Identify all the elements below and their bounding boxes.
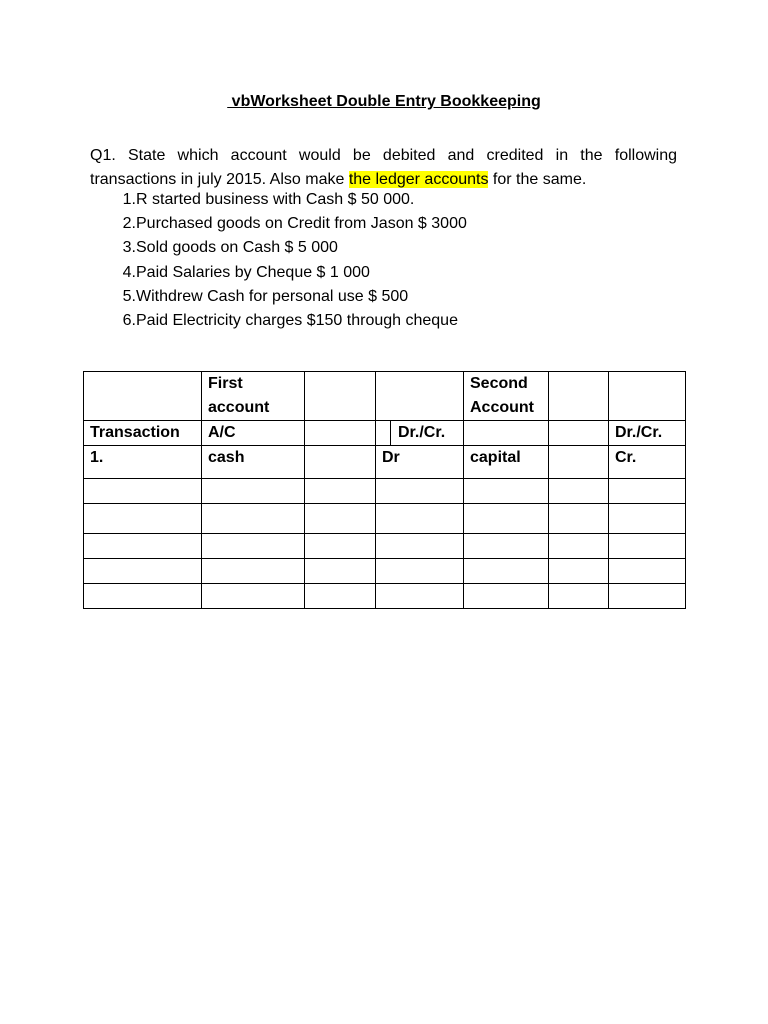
list-item <box>90 261 467 285</box>
table-row <box>84 534 686 559</box>
drcr-second-header: Dr./Cr. <box>609 421 686 446</box>
table-cell <box>305 372 376 421</box>
table-cell <box>549 421 609 446</box>
question-text-after: for the same. <box>488 171 587 188</box>
table-cell <box>202 534 305 559</box>
drcr-first-header-cell <box>376 421 464 446</box>
table-cell <box>549 534 609 559</box>
table-cell <box>202 559 305 584</box>
row-transaction-number: 1. <box>84 446 202 479</box>
table-cell <box>202 479 305 504</box>
list-item-number: 6. <box>122 312 136 330</box>
table-cell <box>549 504 609 534</box>
list-item <box>90 309 467 333</box>
table-cell <box>376 504 464 534</box>
list-item <box>90 212 467 236</box>
table-cell <box>464 421 549 446</box>
list-item-number: 5. <box>122 287 136 305</box>
table-cell <box>84 559 202 584</box>
table-cell <box>376 372 464 421</box>
table-cell <box>84 534 202 559</box>
table-cell <box>376 584 464 609</box>
table-cell <box>305 421 376 446</box>
drcr-first-header: Dr./Cr. <box>398 424 446 441</box>
table-cell <box>202 584 305 609</box>
table-cell <box>305 446 376 479</box>
table-cell <box>305 559 376 584</box>
table-header-row-2 <box>84 421 686 446</box>
table-cell <box>609 559 686 584</box>
list-item-number: 3. <box>122 239 136 257</box>
list-item-number: 1. <box>122 191 136 208</box>
table-cell <box>305 534 376 559</box>
question-text <box>90 144 677 192</box>
list-item-text: Purchased goods on Credit from Jason $ 3000 <box>136 215 467 233</box>
table-cell <box>84 372 202 421</box>
table-row <box>84 559 686 584</box>
table-cell <box>549 446 609 479</box>
table-cell <box>84 479 202 504</box>
row-second-drcr: Cr. <box>609 446 686 479</box>
cell-divider <box>376 421 391 445</box>
list-item <box>90 188 467 212</box>
table-cell <box>84 504 202 534</box>
list-item-number: 4. <box>122 263 136 281</box>
list-item-text: R started business with Cash $ 50 000. <box>136 191 415 208</box>
table-cell <box>609 584 686 609</box>
table-cell <box>464 504 549 534</box>
page-title: vbWorksheet Double Entry Bookkeeping <box>227 93 541 110</box>
table-header-row-1 <box>84 372 686 421</box>
row-first-drcr: Dr <box>376 446 464 479</box>
table-cell <box>549 479 609 504</box>
table-cell <box>305 584 376 609</box>
table-cell <box>376 534 464 559</box>
table-cell <box>464 534 549 559</box>
list-item-text: Sold goods on Cash $ 5 000 <box>136 239 338 257</box>
table-cell <box>609 504 686 534</box>
list-item-text: Withdrew Cash for personal use $ 500 <box>136 287 409 305</box>
table-cell <box>202 504 305 534</box>
ac-header: A/C <box>202 421 305 446</box>
table-row <box>84 584 686 609</box>
list-item-text: Paid Salaries by Cheque $ 1 000 <box>136 263 370 281</box>
question-text-before: Q1. State which account would be debited and credited in the following transactions in july 2015. Also make <box>90 147 677 188</box>
second-account-header: Second Account <box>464 372 549 421</box>
table-cell <box>464 479 549 504</box>
list-item <box>90 285 467 309</box>
list-item-number: 2. <box>122 215 136 233</box>
table-cell <box>376 479 464 504</box>
table-row <box>84 446 686 479</box>
list-item <box>90 236 467 260</box>
table-cell <box>464 559 549 584</box>
table-cell <box>376 559 464 584</box>
table-row <box>84 504 686 534</box>
table-cell <box>549 372 609 421</box>
table-cell <box>549 584 609 609</box>
list-item-text: Paid Electricity charges $150 through cheque <box>136 312 458 330</box>
table-cell <box>305 504 376 534</box>
ledger-table <box>83 371 686 609</box>
table-cell <box>609 372 686 421</box>
table-cell <box>609 534 686 559</box>
question-highlight: the ledger accounts <box>348 171 489 188</box>
row-second-account: capital <box>464 446 549 479</box>
row-first-account: cash <box>202 446 305 479</box>
table-row <box>84 479 686 504</box>
transaction-header: Transaction <box>84 421 202 446</box>
table-cell <box>305 479 376 504</box>
first-account-header: First account <box>202 372 305 421</box>
transaction-list <box>90 188 467 333</box>
split-cell <box>376 421 463 445</box>
table-cell <box>549 559 609 584</box>
table-cell <box>84 584 202 609</box>
table-cell <box>609 479 686 504</box>
table-cell <box>464 584 549 609</box>
